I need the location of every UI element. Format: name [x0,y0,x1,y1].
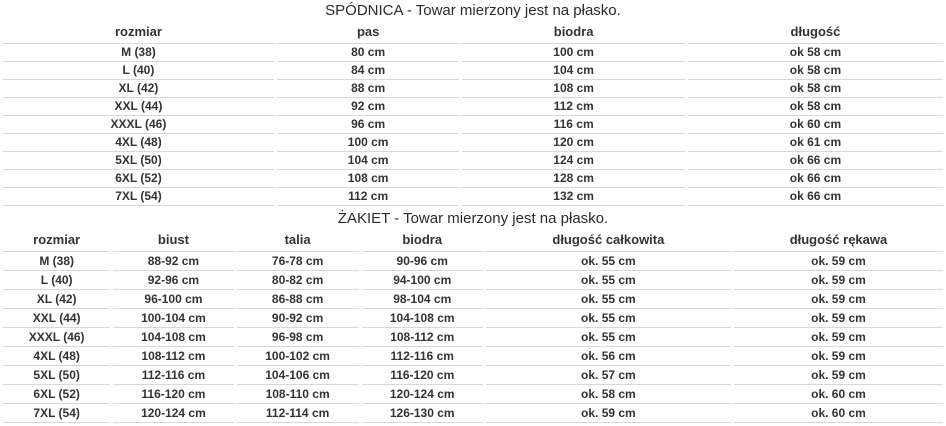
header-row [3,229,943,252]
table-cell: 80 cm [277,44,459,62]
table-cell: 88-92 cm [113,252,233,271]
table-cell: 76-78 cm [237,252,359,271]
table-cell: ok. 55 cm [486,290,731,309]
table-row [3,366,943,385]
table-cell: 84 cm [277,62,459,80]
skirt-size-table [0,21,946,206]
table-cell: ok 66 cm [688,170,943,188]
table-cell: 5XL (50) [3,366,110,385]
table-cell: XXXL (46) [3,328,110,347]
table-row [3,80,943,98]
table-cell: 108-110 cm [237,385,359,404]
table-cell: 100-102 cm [237,347,359,366]
column-header: rozmiar [3,229,110,252]
table-cell: 100-104 cm [113,309,233,328]
table-cell: ok. 56 cm [486,347,731,366]
table-cell: 96 cm [277,116,459,134]
table-row [3,271,943,290]
table-cell: 98-104 cm [362,290,483,309]
table-cell: ok. 58 cm [486,385,731,404]
table-row [3,290,943,309]
column-header: długość [688,21,943,44]
table-row [3,98,943,116]
table-cell: 6XL (52) [3,170,274,188]
table-cell: 5XL (50) [3,152,274,170]
table-cell: ok 58 cm [688,98,943,116]
table-row [3,44,943,62]
size-chart-page [0,1,946,423]
column-header: biust [113,229,233,252]
skirt-table-title: SPÓDNICA - Towar mierzony jest na płasko. [325,2,621,19]
table-cell: 112-114 cm [237,404,359,423]
table-cell: XL (42) [3,80,274,98]
table-cell: 100 cm [462,44,685,62]
table-cell: ok 58 cm [688,80,943,98]
table-cell: 124 cm [462,152,685,170]
table-cell: ok 58 cm [688,44,943,62]
table-cell: 96-98 cm [237,328,359,347]
table-row [3,328,943,347]
table-cell: XXL (44) [3,309,110,328]
table-cell: 90-92 cm [237,309,359,328]
table-cell: 120-124 cm [362,385,483,404]
table-cell: ok. 60 cm [734,385,943,404]
table-cell: 104 cm [277,152,459,170]
table-cell: ok. 59 cm [734,328,943,347]
table-cell: 7XL (54) [3,404,110,423]
skirt-size-section [0,1,946,206]
table-cell: 112-116 cm [113,366,233,385]
header-row [3,21,943,44]
table-row [3,170,943,188]
jacket-size-table [0,229,946,423]
table-cell: 116-120 cm [113,385,233,404]
table-row [3,252,943,271]
table-cell: 120-124 cm [113,404,233,423]
table-cell: ok. 59 cm [734,347,943,366]
column-header: długość całkowita [486,229,731,252]
table-cell: XXL (44) [3,98,274,116]
table-cell: 7XL (54) [3,188,274,206]
table-cell: 80-82 cm [237,271,359,290]
table-cell: L (40) [3,62,274,80]
table-cell: 132 cm [462,188,685,206]
table-cell: ok. 59 cm [734,290,943,309]
table-cell: 94-100 cm [362,271,483,290]
table-cell: 92 cm [277,98,459,116]
table-cell: 112-116 cm [362,347,483,366]
column-header: długość rękawa [734,229,943,252]
table-cell: ok. 60 cm [734,404,943,423]
jacket-size-section [0,209,946,423]
table-row [3,62,943,80]
table-cell: ok. 57 cm [486,366,731,385]
table-row [3,347,943,366]
table-cell: ok. 59 cm [734,366,943,385]
table-cell: ok. 59 cm [734,252,943,271]
table-cell: XXXL (46) [3,116,274,134]
table-cell: M (38) [3,44,274,62]
table-cell: 92-96 cm [113,271,233,290]
table-cell: 4XL (48) [3,347,110,366]
column-header: rozmiar [3,21,274,44]
table-cell: ok 61 cm [688,134,943,152]
table-cell: XL (42) [3,290,110,309]
table-cell: ok 58 cm [688,62,943,80]
table-cell: 120 cm [462,134,685,152]
table-cell: 116 cm [462,116,685,134]
table-row [3,309,943,328]
table-cell: M (38) [3,252,110,271]
table-cell: 128 cm [462,170,685,188]
table-cell: ok. 59 cm [734,309,943,328]
table-cell: ok. 59 cm [486,404,731,423]
table-cell: 108 cm [462,80,685,98]
table-cell: 100 cm [277,134,459,152]
table-cell: 96-100 cm [113,290,233,309]
table-cell: 88 cm [277,80,459,98]
table-row [3,188,943,206]
column-header: pas [277,21,459,44]
column-header: biodra [362,229,483,252]
table-cell: 86-88 cm [237,290,359,309]
table-row [3,152,943,170]
table-cell: 108-112 cm [362,328,483,347]
table-cell: ok 66 cm [688,188,943,206]
table-cell: 112 cm [277,188,459,206]
table-cell: ok 66 cm [688,152,943,170]
table-cell: ok. 55 cm [486,271,731,290]
jacket-table-title: ŻAKIET - Towar mierzony jest na płasko. [337,210,609,227]
table-cell: 4XL (48) [3,134,274,152]
table-row [3,385,943,404]
table-row [3,134,943,152]
table-cell: ok 60 cm [688,116,943,134]
table-cell: 104-106 cm [237,366,359,385]
table-cell: 126-130 cm [362,404,483,423]
column-header: talia [237,229,359,252]
table-cell: 104-108 cm [362,309,483,328]
column-header: biodra [462,21,685,44]
table-cell: 90-96 cm [362,252,483,271]
table-cell: 104 cm [462,62,685,80]
table-cell: 116-120 cm [362,366,483,385]
table-cell: ok. 55 cm [486,309,731,328]
table-cell: L (40) [3,271,110,290]
table-cell: ok. 55 cm [486,328,731,347]
table-row [3,404,943,423]
table-cell: 104-108 cm [113,328,233,347]
table-cell: 6XL (52) [3,385,110,404]
table-cell: ok. 59 cm [734,271,943,290]
table-cell: 108 cm [277,170,459,188]
table-cell: ok. 55 cm [486,252,731,271]
table-cell: 112 cm [462,98,685,116]
table-row [3,116,943,134]
table-cell: 108-112 cm [113,347,233,366]
